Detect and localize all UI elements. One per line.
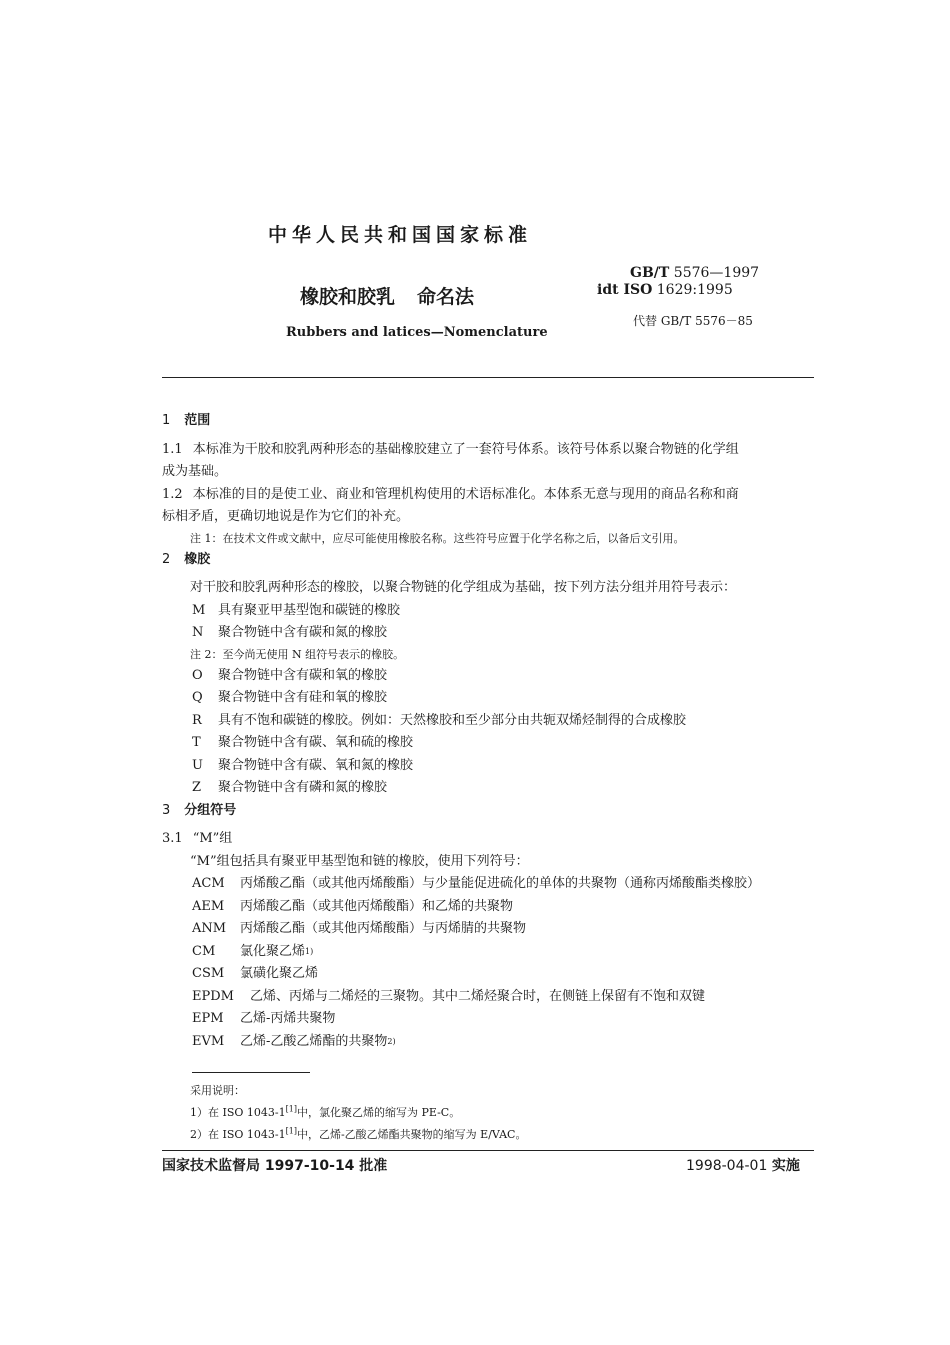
- section-1-heading: 1 范围: [162, 413, 211, 428]
- group-row: M 具有聚亚甲基型饱和碳链的橡胶: [192, 602, 401, 618]
- replaces-code: 代替 GB/T 5576－85: [633, 314, 753, 328]
- group-row: O 聚合物链中含有碳和氧的橡胶: [192, 667, 388, 683]
- footnote-heading: 采用说明：: [190, 1084, 245, 1097]
- group-row: Q 聚合物链中含有硅和氧的橡胶: [192, 690, 388, 705]
- footer-divider: [162, 1150, 814, 1151]
- approval-line: 国家技术监督局 1997-10-14 批准: [162, 1158, 388, 1174]
- section-2-heading: 2 橡胶: [162, 551, 211, 567]
- note-2: 注 2：至今尚无使用 N 组符号表示的橡胶。: [190, 647, 405, 661]
- document-body: [162, 410, 814, 1053]
- standard-code: [630, 265, 759, 281]
- footnote-divider: [192, 1072, 310, 1073]
- m-symbol-row: CM 氯化聚乙烯 1): [162, 941, 814, 964]
- clause-number: 1.1: [162, 441, 183, 457]
- note-1: 注 1：在技术文件或文献中，应尽可能使用橡胶名称。这些符号应置于化学名称之后，以备后文引用。: [190, 531, 685, 545]
- group-row: Z 聚合物链中含有磷和氮的橡胶: [192, 780, 388, 795]
- group-row: T 聚合物链中含有碳、氧和硫的橡胶: [192, 735, 414, 750]
- implementation-date: 1998-04-01 实施: [686, 1158, 800, 1174]
- m-symbol-row: EVM 乙烯-乙酸乙烯酯的共聚物 2): [162, 1031, 814, 1054]
- m-symbol-row: ANM 丙烯酸乙酯（或其他丙烯酸酯）与丙烯腈的共聚物: [192, 921, 527, 936]
- code-number: 5576—1997: [673, 265, 760, 281]
- footnote-2: 2）在 ISO 1043-1[1]中，乙烯-乙酸乙烯酯共聚物的缩写为 E/VAC。: [190, 1126, 527, 1141]
- clause-number: 1.2: [162, 486, 183, 502]
- section-3-heading: 3 分组符号: [162, 802, 237, 818]
- standard-title-en: Rubbers and latices—Nomenclature: [286, 325, 548, 340]
- m-symbol-row: EPM 乙烯-丙烯共聚物: [192, 1011, 336, 1026]
- clause-1-1-cont: 成为基础。: [162, 464, 228, 479]
- footnote-1: 1）在 ISO 1043-1[1]中，氯化聚乙烯的缩写为 PE-C。: [190, 1104, 461, 1119]
- group-row: N 聚合物链中含有碳和氮的橡胶: [192, 625, 388, 640]
- footnote-ref: 2): [387, 1036, 396, 1046]
- national-standard-heading: 中华人民共和国国家标准: [268, 224, 533, 246]
- m-symbol-row: AEM 丙烯酸乙酯（或其他丙烯酸酯）和乙烯的共聚物: [192, 898, 514, 914]
- footnote-ref: 1): [305, 946, 314, 956]
- header-divider: [162, 377, 814, 378]
- group-row: R 具有不饱和碳链的橡胶。例如：天然橡胶和至少部分由共轭双烯烃制得的合成橡胶: [192, 712, 687, 728]
- title-part-2: 命名法: [417, 286, 475, 308]
- m-symbol-row: EPDM 乙烯、丙烯与二烯烃的三聚物。其中二烯烃聚合时，在侧链上保留有不饱和双键: [192, 988, 706, 1004]
- clause-3-1: 3.1 “M”组: [162, 831, 233, 846]
- standard-title-cn: [300, 282, 496, 309]
- m-symbol-row: CSM 氯磺化聚乙烯: [192, 966, 319, 981]
- clause-1-2: 1.2 本标准的目的是使工业、商业和管理机构使用的术语标准化。本体系无意与现用的商品名称和商: [162, 486, 739, 502]
- title-part-1: 橡胶和胶乳: [300, 286, 396, 308]
- clause-1-1: 1.1 本标准为干胶和胶乳两种形态的基础橡胶建立了一套符号体系。该符号体系以聚合物链的化学组: [162, 441, 739, 457]
- group-row: U 聚合物链中含有碳、氧和氮的橡胶: [192, 757, 414, 773]
- section-3-1-intro: “M”组包括具有聚亚甲基型饱和链的橡胶，使用下列符号：: [190, 853, 529, 869]
- section-2-intro: 对干胶和胶乳两种形态的橡胶，以聚合物链的化学组成为基础，按下列方法分组并用符号表示：: [190, 580, 737, 595]
- code-prefix: GB/T: [630, 265, 670, 281]
- clause-1-2-cont: 标相矛盾，更确切地说是作为它们的补充。: [162, 509, 410, 524]
- idt-code: [597, 282, 733, 298]
- idt-prefix: idt ISO: [597, 282, 653, 298]
- idt-number: 1629:1995: [656, 282, 733, 298]
- m-symbol-row: ACM 丙烯酸乙酯（或其他丙烯酸酯）与少量能促进硫化的单体的共聚物（通称丙烯酸酯类橡胶）: [192, 876, 761, 891]
